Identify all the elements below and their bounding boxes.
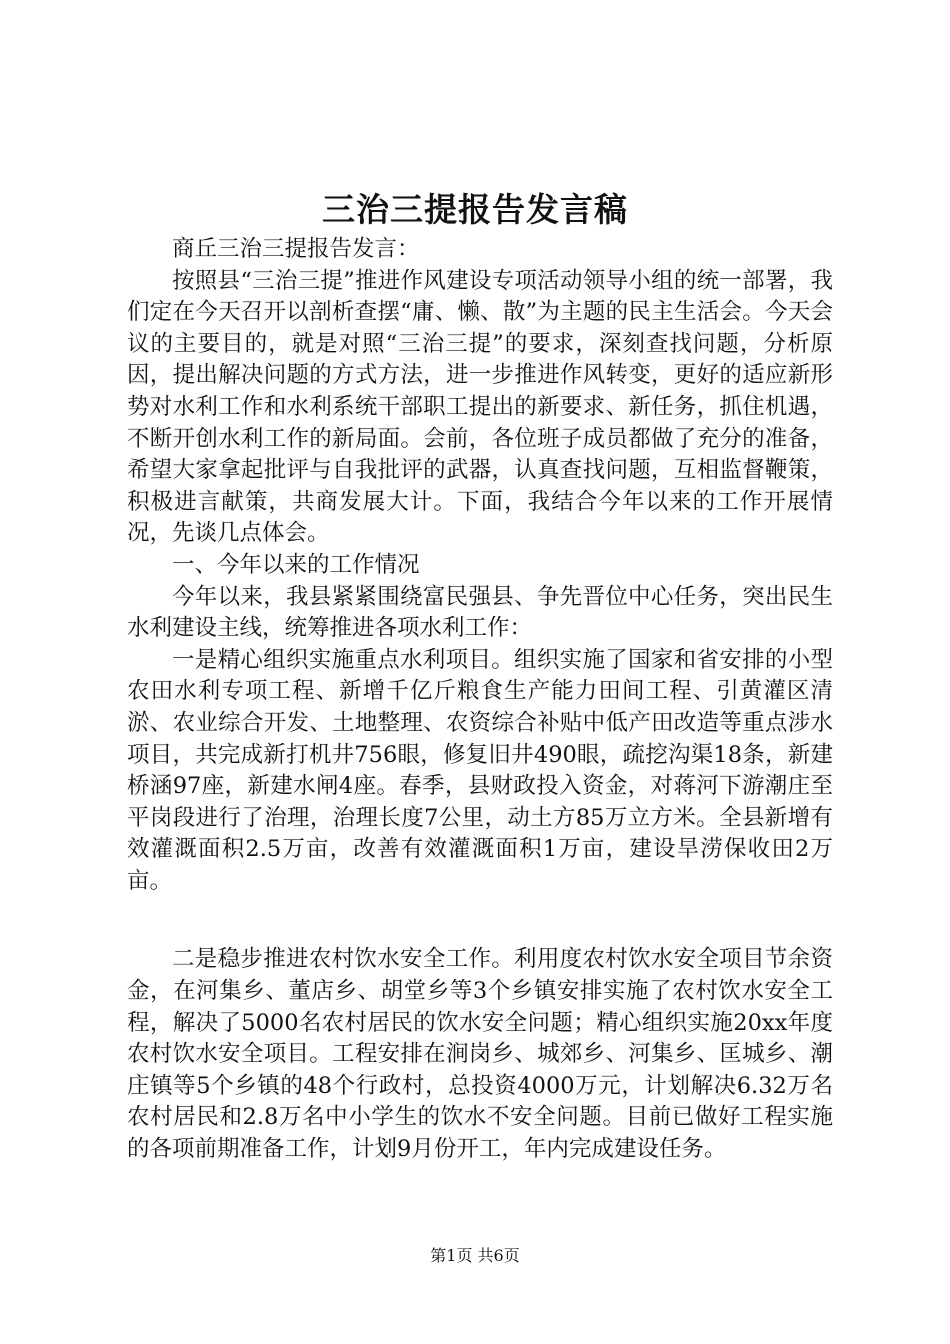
document-title: 三治三提报告发言稿	[322, 190, 628, 229]
section-heading: 一、今年以来的工作情况	[172, 551, 420, 578]
drinking-water-paragraph: 二是稳步推进农村饮水安全工作。利用度农村饮水安全项目节余资金，在河集乡、董店乡、胡堂乡等3个乡镇安排实施了农村饮水安全工程，解决了5000名农村居民的饮水安全问题；精心组织实施20xx年度农村饮水安全项目。工程安排在涧岗乡、城郊乡、河集乡、匡城乡、潮庄镇等5个乡镇的48个行政村，总投资4000万元，计划解决6.32万名农村居民和2.8万名中小学生的饮水不安全问题。目前已做好工程实施的各项前期准备工作，计划9月份开工，年内完成建设任务。	[127, 946, 833, 1163]
paragraph-spacer	[127, 897, 833, 944]
intro-paragraph: 按照县“三治三提”推进作风建设专项活动领导小组的统一部署，我们定在今天召开以剖析查摆“庸、懒、散”为主题的民主生活会。今天会议的主要目的，就是对照“三治三提”的要求，深刻查找问题，分析原因，提出解决问题的方式方法，进一步推进作风转变，更好的适应新形势对水利工作和水利系统干部职工提出的新要求、新任务，抓住机遇，不断开创水利工作的新局面。会前，各位班子成员都做了充分的准备，希望大家拿起批评与自我批评的武器，认真查找问题，互相监督鞭策，积极进言献策，共商发展大计。下面，我结合今年以来的工作开展情况，先谈几点体会。	[127, 267, 833, 547]
page-number-footer: 第1页 共6页	[430, 1246, 520, 1265]
overview-paragraph: 今年以来，我县紧紧围绕富民强县、争先晋位中心任务，突出民生水利建设主线，统筹推进各项水利工作：	[127, 583, 833, 642]
salutation-paragraph: 商丘三治三提报告发言：	[172, 236, 420, 262]
document-body	[127, 234, 833, 1166]
key-projects-paragraph: 一是精心组织实施重点水利项目。组织实施了国家和省安排的小型农田水利专项工程、新增千亿斤粮食生产能力田间工程、引黄灌区清淤、农业综合开发、土地整理、农资综合补贴中低产田改造等重点涉水项目，共完成新打机井756眼，修复旧井490眼，疏挖沟渠18条，新建桥涵97座，新建水闸4座。春季，县财政投入资金，对蒋河下游潮庄至平岗段进行了治理，治理长度7公里，动土方85万立方米。全县新增有效灌溉面积2.5万亩，改善有效灌溉面积1万亩，建设旱涝保收田2万亩。	[127, 646, 833, 894]
